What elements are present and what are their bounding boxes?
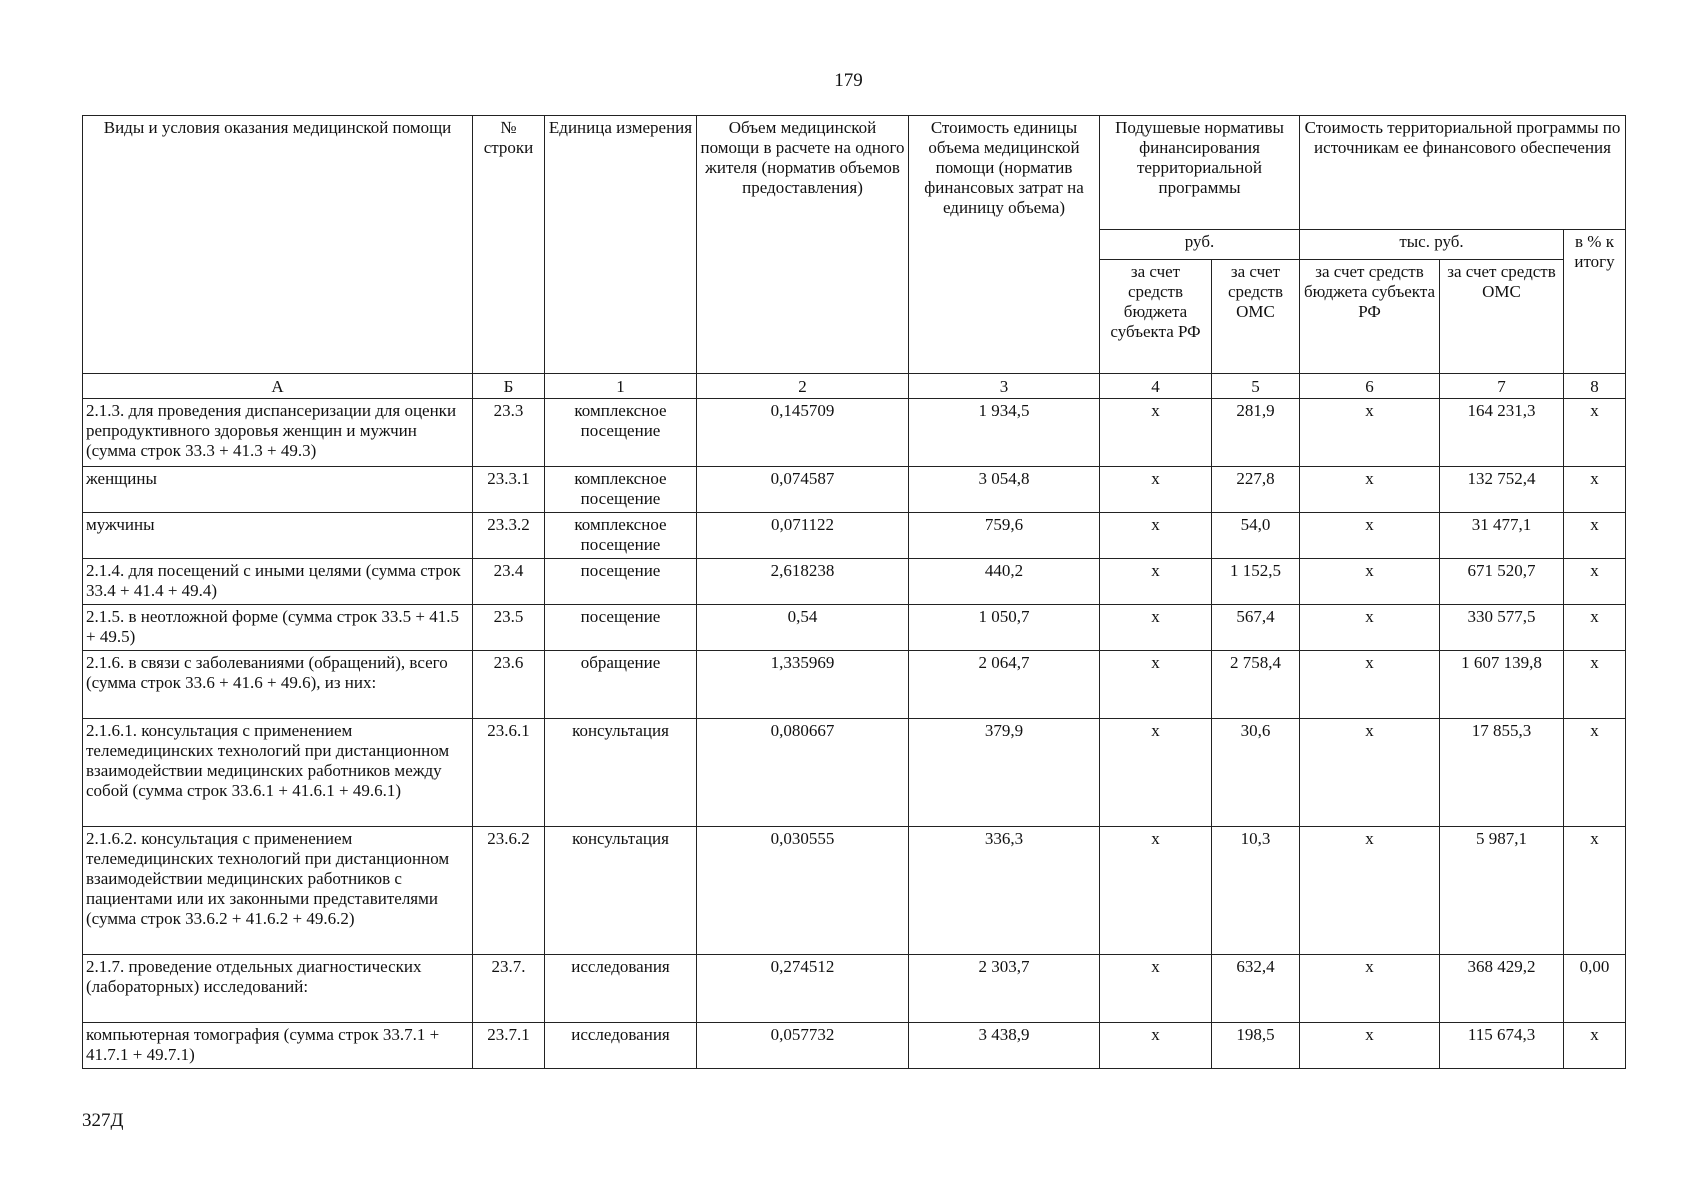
row-unit: консультация [545, 719, 697, 827]
row-budget-rub: х [1100, 605, 1212, 651]
row-unit: исследования [545, 955, 697, 1023]
row-budget-thous: х [1300, 827, 1440, 955]
column-index: А [83, 374, 473, 399]
header-type: Виды и условия оказания медицинской помощи [83, 116, 473, 374]
header-cost: Стоимость единицы объема медицинской помощи (норматив финансовых затрат на единицу объема) [909, 116, 1100, 374]
row-name: 2.1.6.2. консультация с применением телемедицинских технологий при дистанционном взаимодействии медицинских работников с пациентами или их законными представителями (сумма строк 33.6.2 + 41.6.2 + 49.6.2) [83, 827, 473, 955]
row-percent: х [1564, 467, 1626, 513]
row-budget-thous: х [1300, 719, 1440, 827]
row-budget-rub: х [1100, 955, 1212, 1023]
row-unit: комплексное посещение [545, 467, 697, 513]
row-name: 2.1.3. для проведения диспансеризации для оценки репродуктивного здоровья женщин и мужчин (сумма строк 33.3 + 41.3 + 49.3) [83, 399, 473, 467]
header-volume: Объем медицинской помощи в расчете на одного жителя (норматив объемов предоставления) [697, 116, 909, 374]
row-name: компьютерная томография (сумма строк 33.7.1 + 41.7.1 + 49.7.1) [83, 1023, 473, 1069]
row-number: 23.7. [473, 955, 545, 1023]
row-volume: 0,057732 [697, 1023, 909, 1069]
column-index: Б [473, 374, 545, 399]
row-volume: 0,274512 [697, 955, 909, 1023]
header-unit: Единица измерения [545, 116, 697, 374]
table-row [83, 651, 1626, 719]
header-rub: руб. [1100, 230, 1300, 260]
row-volume: 0,071122 [697, 513, 909, 559]
row-cost: 2 064,7 [909, 651, 1100, 719]
row-budget-thous: х [1300, 1023, 1440, 1069]
header-thous-rub: тыс. руб. [1300, 230, 1564, 260]
row-budget-thous: х [1300, 955, 1440, 1023]
column-index: 1 [545, 374, 697, 399]
row-name: 2.1.7. проведение отдельных диагностических (лабораторных) исследований: [83, 955, 473, 1023]
header-budget-thous: за счет средств бюджета субъекта РФ [1300, 260, 1440, 374]
row-cost: 1 934,5 [909, 399, 1100, 467]
row-cost: 379,9 [909, 719, 1100, 827]
column-index: 4 [1100, 374, 1212, 399]
row-number: 23.5 [473, 605, 545, 651]
header-program-cost: Стоимость территориальной программы по источникам ее финансового обеспечения [1300, 116, 1626, 230]
row-name: женщины [83, 467, 473, 513]
row-name: 2.1.6.1. консультация с применением телемедицинских технологий при дистанционном взаимодействии медицинских работников между собой (сумма строк 33.6.1 + 41.6.1 + 49.6.1) [83, 719, 473, 827]
row-percent: х [1564, 399, 1626, 467]
row-oms-rub: 10,3 [1212, 827, 1300, 955]
row-unit: консультация [545, 827, 697, 955]
row-volume: 0,54 [697, 605, 909, 651]
row-oms-rub: 632,4 [1212, 955, 1300, 1023]
column-index: 5 [1212, 374, 1300, 399]
row-number: 23.7.1 [473, 1023, 545, 1069]
row-number: 23.3 [473, 399, 545, 467]
row-cost: 759,6 [909, 513, 1100, 559]
row-oms-rub: 30,6 [1212, 719, 1300, 827]
table-body [83, 399, 1626, 1069]
header-oms-thous: за счет средств ОМС [1440, 260, 1564, 374]
row-number: 23.3.2 [473, 513, 545, 559]
row-number: 23.6.1 [473, 719, 545, 827]
row-volume: 0,030555 [697, 827, 909, 955]
row-oms-rub: 54,0 [1212, 513, 1300, 559]
row-oms-thous: 31 477,1 [1440, 513, 1564, 559]
row-oms-rub: 1 152,5 [1212, 559, 1300, 605]
row-number: 23.6.2 [473, 827, 545, 955]
row-oms-thous: 132 752,4 [1440, 467, 1564, 513]
column-index: 2 [697, 374, 909, 399]
row-budget-rub: х [1100, 467, 1212, 513]
row-unit: обращение [545, 651, 697, 719]
row-cost: 2 303,7 [909, 955, 1100, 1023]
row-oms-rub: 227,8 [1212, 467, 1300, 513]
row-name: 2.1.4. для посещений с иными целями (сумма строк 33.4 + 41.4 + 49.4) [83, 559, 473, 605]
row-percent: х [1564, 1023, 1626, 1069]
row-budget-thous: х [1300, 651, 1440, 719]
column-index-row [83, 374, 1626, 399]
row-oms-rub: 2 758,4 [1212, 651, 1300, 719]
header-per-capita: Подушевые нормативы финансирования территориальной программы [1100, 116, 1300, 230]
row-budget-thous: х [1300, 559, 1440, 605]
row-budget-rub: х [1100, 651, 1212, 719]
row-volume: 2,618238 [697, 559, 909, 605]
row-oms-rub: 567,4 [1212, 605, 1300, 651]
financing-table [82, 115, 1626, 1069]
footer-code: 327Д [82, 1110, 124, 1131]
header-percent: в % к итогу [1564, 230, 1626, 374]
row-unit: комплексное посещение [545, 513, 697, 559]
table-row [83, 605, 1626, 651]
row-oms-thous: 17 855,3 [1440, 719, 1564, 827]
header-row-no: № строки [473, 116, 545, 374]
row-oms-thous: 368 429,2 [1440, 955, 1564, 1023]
row-oms-thous: 164 231,3 [1440, 399, 1564, 467]
row-volume: 0,145709 [697, 399, 909, 467]
row-oms-thous: 1 607 139,8 [1440, 651, 1564, 719]
column-index: 7 [1440, 374, 1564, 399]
row-cost: 3 054,8 [909, 467, 1100, 513]
column-index: 6 [1300, 374, 1440, 399]
row-budget-rub: х [1100, 1023, 1212, 1069]
row-budget-rub: х [1100, 827, 1212, 955]
header-oms-rub: за счет средств ОМС [1212, 260, 1300, 374]
row-number: 23.6 [473, 651, 545, 719]
row-unit: комплексное посещение [545, 399, 697, 467]
row-cost: 3 438,9 [909, 1023, 1100, 1069]
row-unit: посещение [545, 605, 697, 651]
row-oms-rub: 198,5 [1212, 1023, 1300, 1069]
row-unit: посещение [545, 559, 697, 605]
row-budget-rub: х [1100, 513, 1212, 559]
row-budget-thous: х [1300, 605, 1440, 651]
row-budget-rub: х [1100, 719, 1212, 827]
table-row [83, 467, 1626, 513]
row-budget-thous: х [1300, 467, 1440, 513]
row-percent: х [1564, 513, 1626, 559]
row-budget-thous: х [1300, 399, 1440, 467]
table-row [83, 719, 1626, 827]
row-percent: х [1564, 605, 1626, 651]
row-budget-rub: х [1100, 399, 1212, 467]
row-name: 2.1.5. в неотложной форме (сумма строк 33.5 + 41.5 + 49.5) [83, 605, 473, 651]
row-name: 2.1.6. в связи с заболеваниями (обращений), всего (сумма строк 33.6 + 41.6 + 49.6), из них: [83, 651, 473, 719]
row-percent: х [1564, 719, 1626, 827]
row-percent: х [1564, 827, 1626, 955]
row-percent: 0,00 [1564, 955, 1626, 1023]
table-row [83, 955, 1626, 1023]
row-volume: 0,080667 [697, 719, 909, 827]
row-volume: 1,335969 [697, 651, 909, 719]
row-oms-thous: 671 520,7 [1440, 559, 1564, 605]
row-volume: 0,074587 [697, 467, 909, 513]
column-index: 8 [1564, 374, 1626, 399]
table-row [83, 559, 1626, 605]
row-oms-thous: 115 674,3 [1440, 1023, 1564, 1069]
table-row [83, 399, 1626, 467]
column-index: 3 [909, 374, 1100, 399]
row-budget-rub: х [1100, 559, 1212, 605]
row-cost: 336,3 [909, 827, 1100, 955]
row-number: 23.4 [473, 559, 545, 605]
row-budget-thous: х [1300, 513, 1440, 559]
row-oms-thous: 330 577,5 [1440, 605, 1564, 651]
page-number: 179 [834, 70, 863, 91]
row-number: 23.3.1 [473, 467, 545, 513]
table-row [83, 827, 1626, 955]
table-row [83, 513, 1626, 559]
row-oms-rub: 281,9 [1212, 399, 1300, 467]
table-header [83, 116, 1626, 399]
row-cost: 440,2 [909, 559, 1100, 605]
row-cost: 1 050,7 [909, 605, 1100, 651]
table-row [83, 1023, 1626, 1069]
row-oms-thous: 5 987,1 [1440, 827, 1564, 955]
row-name: мужчины [83, 513, 473, 559]
row-percent: х [1564, 559, 1626, 605]
row-percent: х [1564, 651, 1626, 719]
header-budget-rub: за счет средств бюджета субъекта РФ [1100, 260, 1212, 374]
row-unit: исследования [545, 1023, 697, 1069]
